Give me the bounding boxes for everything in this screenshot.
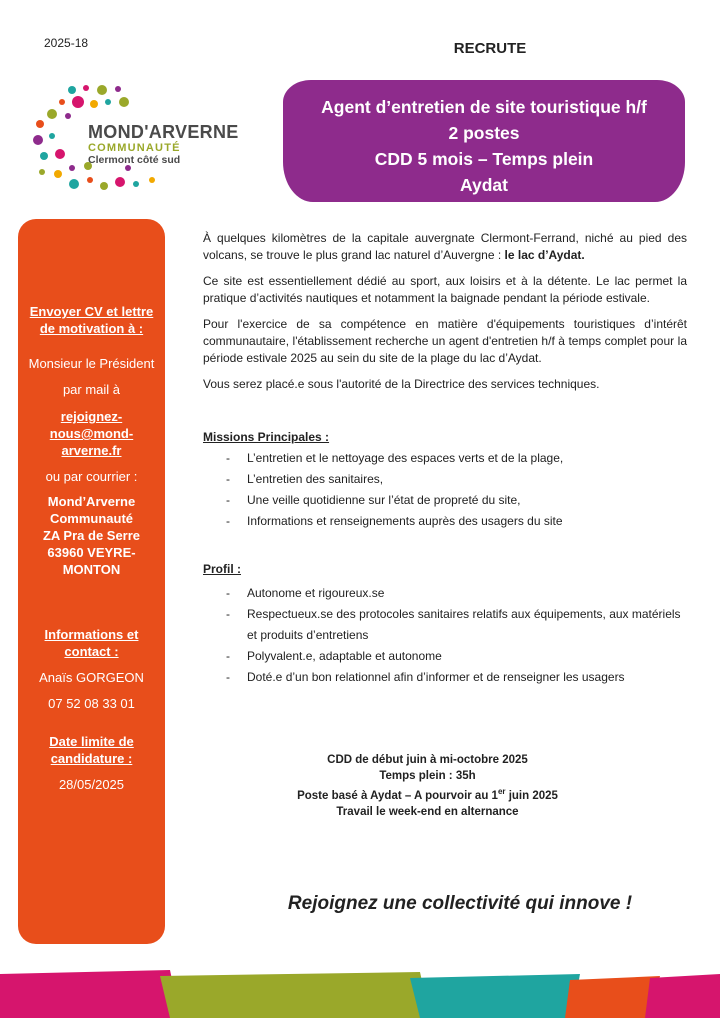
logo: [32, 84, 239, 194]
job-title-banner: [283, 80, 685, 202]
address-line-3: 63960 VEYRE-MONTON: [47, 545, 136, 577]
by-mail-label: par mail à: [62, 382, 121, 397]
list-item: - Polyvalent.e, adaptable et autonome: [226, 649, 442, 663]
profil-list: [203, 583, 687, 688]
application-sidebar: [18, 219, 165, 944]
slogan: Rejoignez une collectivité qui innove !: [287, 893, 633, 914]
address-line-1: Mond’Arverne Communauté: [47, 494, 136, 526]
list-item: - Informations et renseignements auprès des usagers du site: [226, 514, 563, 528]
intro-paragraph-3: Pour l'exercice de sa compétence en matière d'équipements touristiques d’intérêt communautaire, l'établissement recherche un agent d'entretien h/f à temps complet pour la période estivale 2025 au sein du site de la plage du lac d’Aydat.: [203, 317, 687, 365]
recipient: Monsieur le Président: [28, 356, 155, 371]
logo-name: MOND'ARVERNE: [88, 122, 239, 142]
lake-name: le lac d’Aydat.: [504, 248, 585, 262]
list-item: - Doté.e d’un bon relationnel afin d’informer et de renseigner les usagers: [226, 670, 625, 684]
reference-number: 2025-18: [44, 36, 89, 50]
condition-weekend: Travail le week-end en alternance: [336, 805, 519, 818]
postal-address: [26, 493, 157, 578]
intro-paragraph-2: Ce site est essentiellement dédié au sport, aux loisirs et à la détente. Le lac permet la pratique d’activités nautiques et notamment la baignade pendant la période estivale.: [203, 274, 687, 305]
profil-title: Profil :: [203, 562, 241, 576]
logo-communaute: COMMUNAUTÉ: [88, 142, 181, 154]
job-contract: CDD 5 mois – Temps plein: [374, 149, 594, 169]
condition-hours: Temps plein : 35h: [379, 770, 476, 782]
list-item: - Une veille quotidienne sur l’état de propreté du site,: [226, 493, 521, 507]
send-title: Envoyer CV et lettre de motivation à :: [29, 304, 154, 336]
list-item: - Respectueux.se des protocoles sanitaires relatifs aux équipements, aux matériels et produits d’entretiens: [226, 607, 681, 642]
job-location: Aydat: [460, 175, 508, 195]
address-line-2: ZA Pra de Serre: [42, 528, 141, 543]
logo-wordmark: [88, 122, 239, 166]
job-description: [203, 230, 687, 688]
logo-subtitle: Clermont côté sud: [88, 154, 181, 166]
by-post-label: ou par courrier :: [45, 469, 138, 484]
contact-title: Informations et contact :: [44, 627, 139, 659]
missions-list: [203, 450, 687, 530]
list-item: - L’entretien et le nettoyage des espaces verts et de la plage,: [226, 451, 564, 465]
intro-paragraph-1: À quelques kilomètres de la capitale auvergnate Clermont-Ferrand, niché au pied des volcans, se trouve le plus grand lac naturel d’Auvergne : le lac d’Aydat.: [203, 231, 687, 262]
condition-start: Poste basé à Aydat – A pourvoir au 1er juin 2025: [297, 787, 558, 802]
job-title: Agent d’entretien de site touristique h/f: [321, 97, 647, 117]
email-link[interactable]: rejoignez-nous@mond-arverne.fr: [49, 409, 134, 458]
intro-paragraph-4: Vous serez placé.e sous l'autorité de la Directrice des services techniques.: [203, 377, 600, 391]
contact-phone[interactable]: 07 52 08 33 01: [48, 696, 135, 711]
condition-dates: CDD de début juin à mi-octobre 2025: [327, 754, 528, 766]
recrute-heading: RECRUTE: [453, 40, 527, 57]
decorative-footer-band: [0, 970, 720, 1018]
list-item: - Autonome et rigoureux.se: [226, 586, 385, 600]
deadline-date: 28/05/2025: [58, 777, 125, 792]
list-item: - L’entretien des sanitaires,: [226, 472, 384, 486]
missions-title: Missions Principales :: [203, 430, 330, 444]
contact-name: Anaïs GORGEON: [39, 670, 144, 685]
deadline-title: Date limite de candidature :: [49, 734, 134, 766]
contract-conditions: [250, 752, 605, 820]
job-positions: 2 postes: [448, 123, 520, 143]
